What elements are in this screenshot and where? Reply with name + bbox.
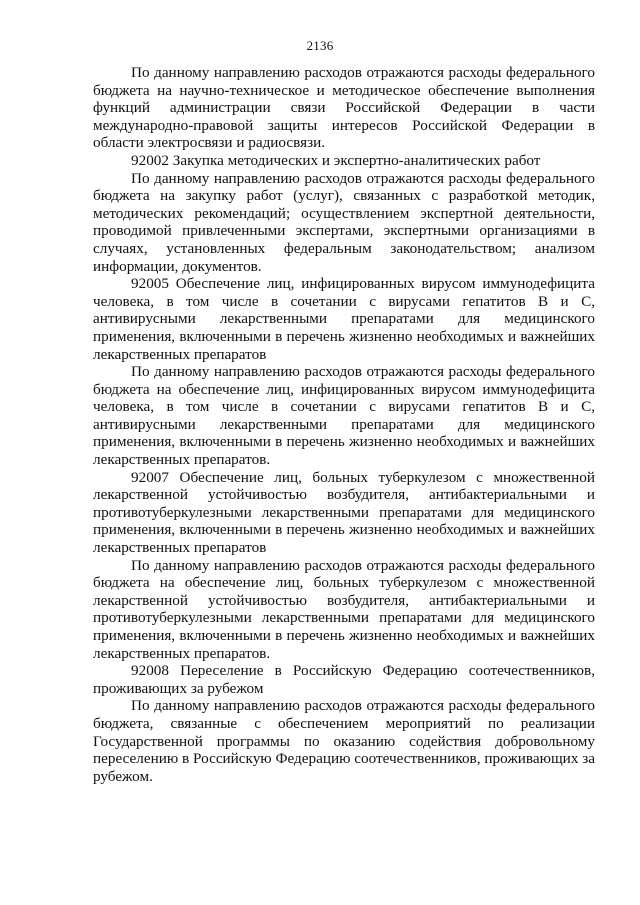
paragraph-92002-description: По данному направлению расходов отражаются расходы федерального бюджета на закупку работ (услуг), связанных с разработкой методик, методических рекомендаций; осуществлением экспертной деятельности, проводимой привлеченными экспертами, экспертными организациями в случаях, установленных федеральным законодательством; анализом информации, документов. <box>93 169 595 275</box>
section-heading-92008: 92008 Переселение в Российскую Федерацию соотечественников, проживающих за рубежом <box>93 662 595 697</box>
section-heading-92005: 92005 Обеспечение лиц, инфицированных вирусом иммунодефицита человека, в том числе в сочетании с вирусами гепатитов B и C, антивирусными лекарственными препаратами для медицинского применения, включенными в перечень жизненно необходимых и важнейших лекарственных препаратов <box>93 275 595 363</box>
paragraph-92007-description: По данному направлению расходов отражаются расходы федерального бюджета на обеспечение лиц, больных туберкулезом с множественной лекарственной устойчивостью возбудителя, антибактериальными и противотуберкулезными лекарственными препаратами для медицинского применения, включенными в перечень жизненно необходимых и важнейших лекарственных препаратов. <box>93 556 595 662</box>
section-heading-92002: 92002 Закупка методических и экспертно-аналитических работ <box>131 151 541 169</box>
document-body <box>93 64 595 785</box>
section-heading-92007: 92007 Обеспечение лиц, больных туберкулезом с множественной лекарственной устойчивостью возбудителя, антибактериальными и противотуберкулезными лекарственными препаратами для медицинского применения, включенными в перечень жизненно необходимых и важнейших лекарственных препаратов <box>93 468 595 557</box>
paragraph-92008-description: По данному направлению расходов отражаются расходы федерального бюджета, связанные с обеспечением мероприятий по реализации Государственной программы по оказанию содействия добровольному переселению в Российскую Федерацию соотечественников, проживающих за рубежом. <box>93 697 595 785</box>
paragraph-92005-description: По данному направлению расходов отражаются расходы федерального бюджета на обеспечение лиц, инфицированных вирусом иммунодефицита человека, в том числе в сочетании с вирусами гепатитов B и C, антивирусными лекарственными препаратами для медицинского применения, включенными в перечень жизненно необходимых и важнейших лекарственных препаратов. <box>93 363 595 469</box>
paragraph-electrosvyaz: По данному направлению расходов отражаются расходы федерального бюджета на научно-техническое и методическое обеспечение выполнения функций администрации связи Российской Федерации в части международно-правовой защиты интересов Российской Федерации в области электросвязи и радиосвязи. <box>93 64 595 152</box>
page-number: 2136 <box>306 38 334 53</box>
